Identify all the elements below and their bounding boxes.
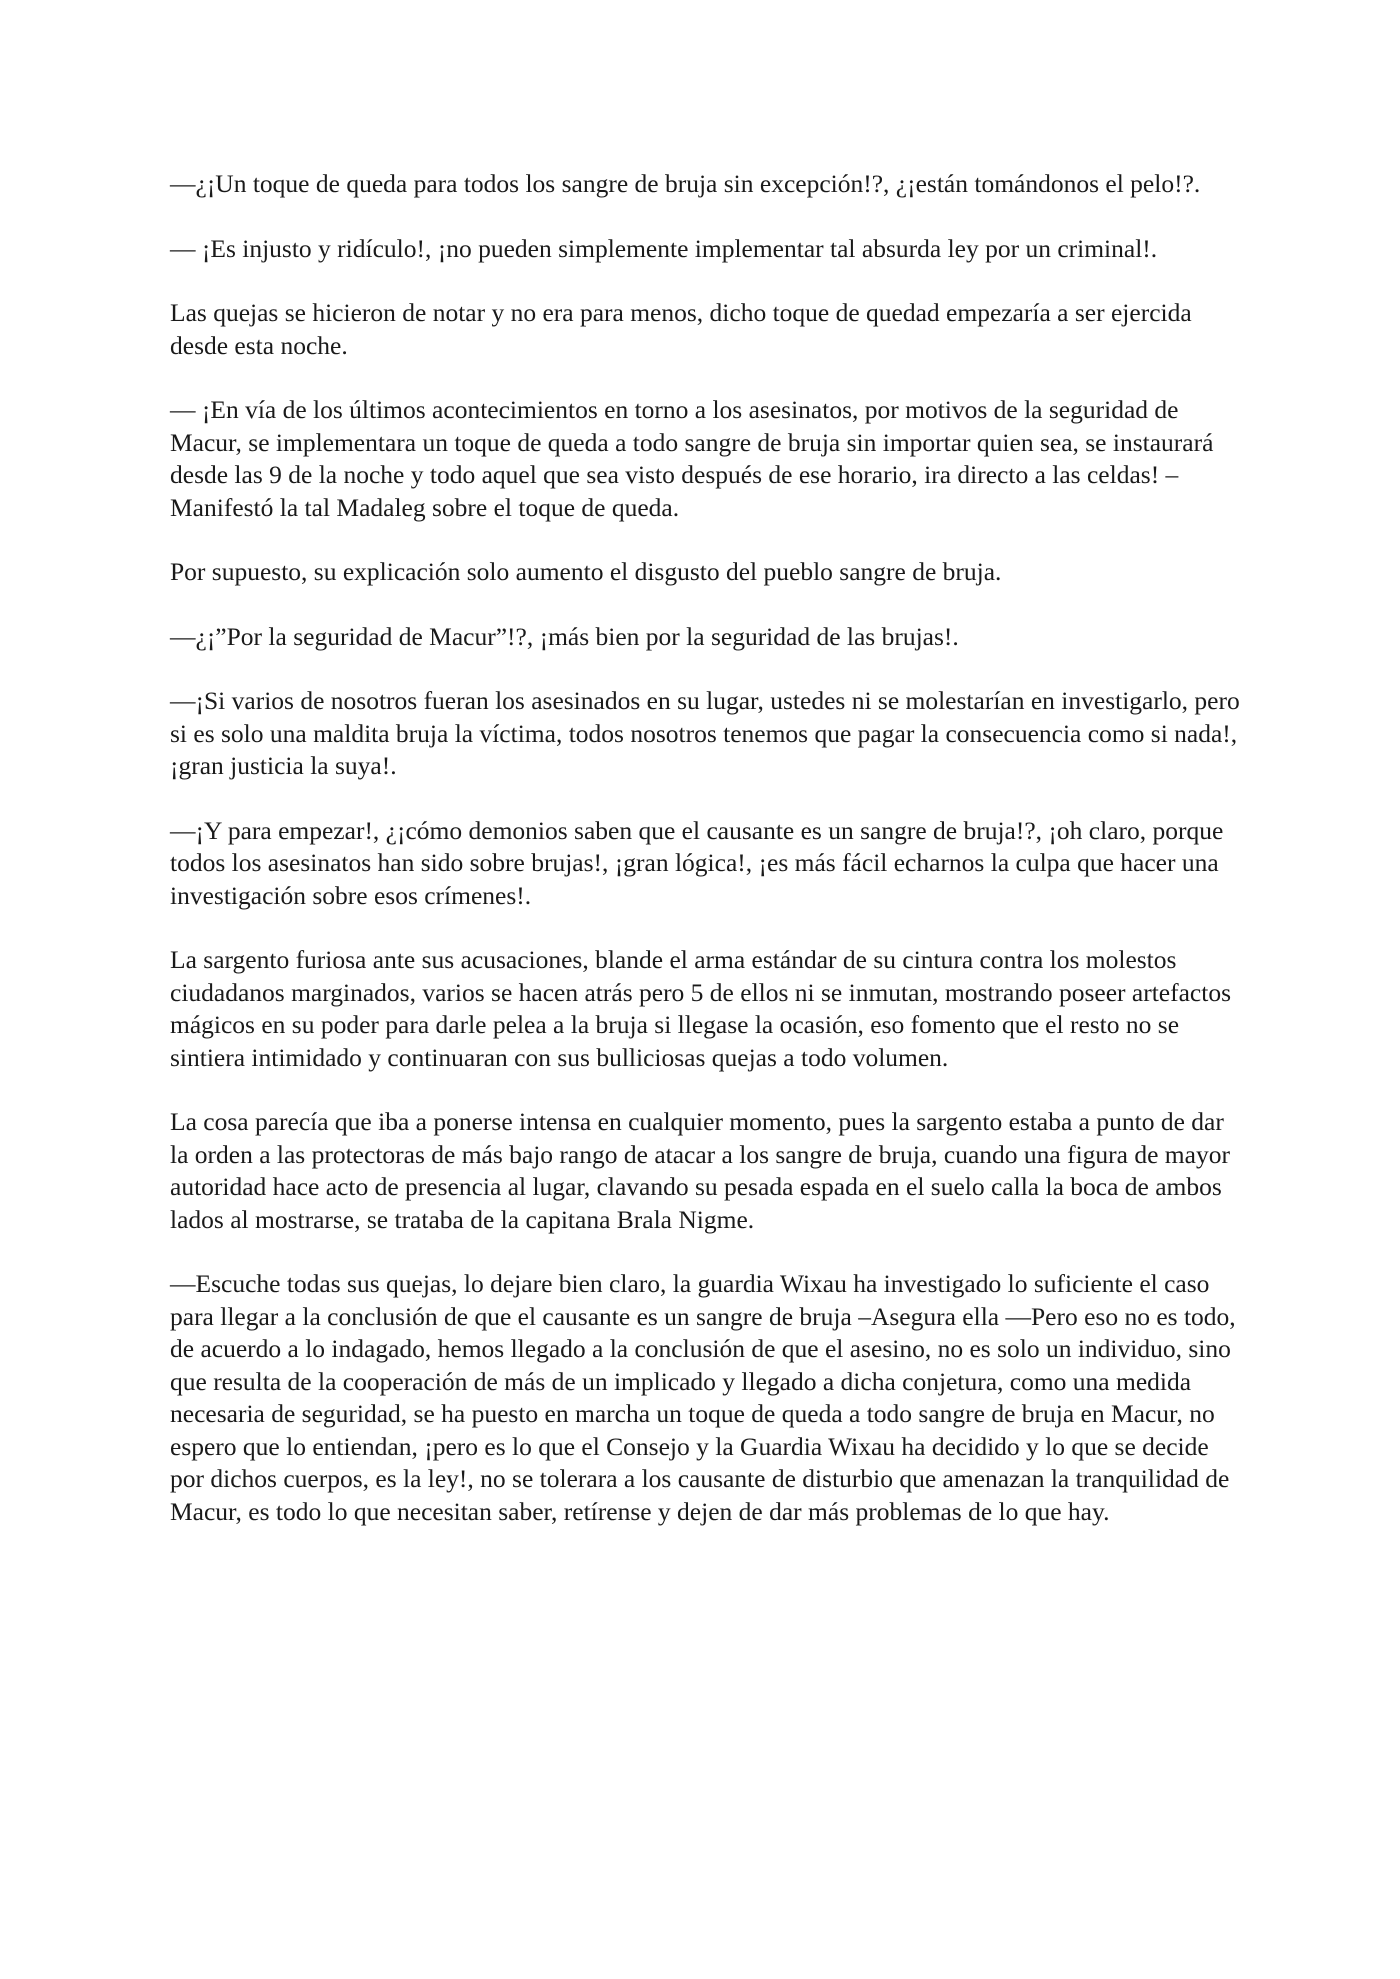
paragraph-7: —¡Si varios de nosotros fueran los asesinados en su lugar, ustedes ni se molestarían en investigarlo, pero si es solo una maldita bruja la víctima, todos nosotros tenemos que pagar la consecuencia como si nada!, ¡gran justicia la suya!. xyxy=(170,686,1240,780)
paragraph-4: — ¡En vía de los últimos acontecimientos en torno a los asesinatos, por motivos de la seguridad de Macur, se implementara un toque de queda a todo sangre de bruja sin importar quien sea, se instaurará desde las 9 de la noche y todo aquel que sea visto después de ese horario, ira directo a las celdas! –Manifestó la tal Madaleg sobre el toque de queda. xyxy=(170,395,1214,522)
document-body xyxy=(170,168,1240,1560)
paragraph-1: —¿¡Un toque de queda para todos los sangre de bruja sin excepción!?, ¿¡están tomándonos el pelo!?. xyxy=(170,169,1201,198)
paragraph-11: —Escuche todas sus quejas, lo dejare bien claro, la guardia Wixau ha investigado lo suficiente el caso para llegar a la conclusión de que el causante es un sangre de bruja –Asegura ella —Pero eso no es todo, de acuerdo a lo indagado, hemos llegado a la conclusión de que el asesino, no es solo un individuo, sino que resulta de la cooperación de más de un implicado y llegado a dicha conjetura, como una medida necesaria de seguridad, se ha puesto en marcha un toque de queda a todo sangre de bruja en Macur, no espero que lo entiendan, ¡pero es lo que el Consejo y la Guardia Wixau ha decidido y lo que se decide por dichos cuerpos, es la ley!, no se tolerara a los causante de disturbio que amenazan la tranquilidad de Macur, es todo lo que necesitan saber, retírense y dejen de dar más problemas de lo que hay. xyxy=(170,1269,1236,1526)
paragraph-10: La cosa parecía que iba a ponerse intensa en cualquier momento, pues la sargento estaba a punto de dar la orden a las protectoras de más bajo rango de atacar a los sangre de bruja, cuando una figura de mayor autoridad hace acto de presencia al lugar, clavando su pesada espada en el suelo calla la boca de ambos lados al mostrarse, se trataba de la capitana Brala Nigme. xyxy=(170,1107,1230,1234)
paragraph-6: —¿¡”Por la seguridad de Macur”!?, ¡más bien por la seguridad de las brujas!. xyxy=(170,621,959,651)
paragraph-5: Por supuesto, su explicación solo aumento el disgusto del pueblo sangre de bruja. xyxy=(170,557,1002,586)
paragraph-3: Las quejas se hicieron de notar y no era para menos, dicho toque de quedad empezaría a ser ejercida desde esta noche. xyxy=(170,298,1192,360)
paragraph-8: —¡Y para empezar!, ¿¡cómo demonios saben que el causante es un sangre de bruja!?, ¡oh claro, porque todos los asesinatos han sido sobre brujas!, ¡gran lógica!, ¡es más fácil echarnos la culpa que hacer una investigación sobre esos crímenes!. xyxy=(170,815,1224,910)
paragraph-9: La sargento furiosa ante sus acusaciones, blande el arma estándar de su cintura contra los molestos ciudadanos marginados, varios se hacen atrás pero 5 de ellos ni se inmutan, mostrando poseer artefactos mágicos en su poder para darle pelea a la bruja si llegase la ocasión, eso fomento que el resto no se sintiera intimidado y continuaran con sus bulliciosas quejas a todo volumen. xyxy=(170,945,1231,1072)
paragraph-2: — ¡Es injusto y ridículo!, ¡no pueden simplemente implementar tal absurda ley por un criminal!. xyxy=(170,233,1158,263)
